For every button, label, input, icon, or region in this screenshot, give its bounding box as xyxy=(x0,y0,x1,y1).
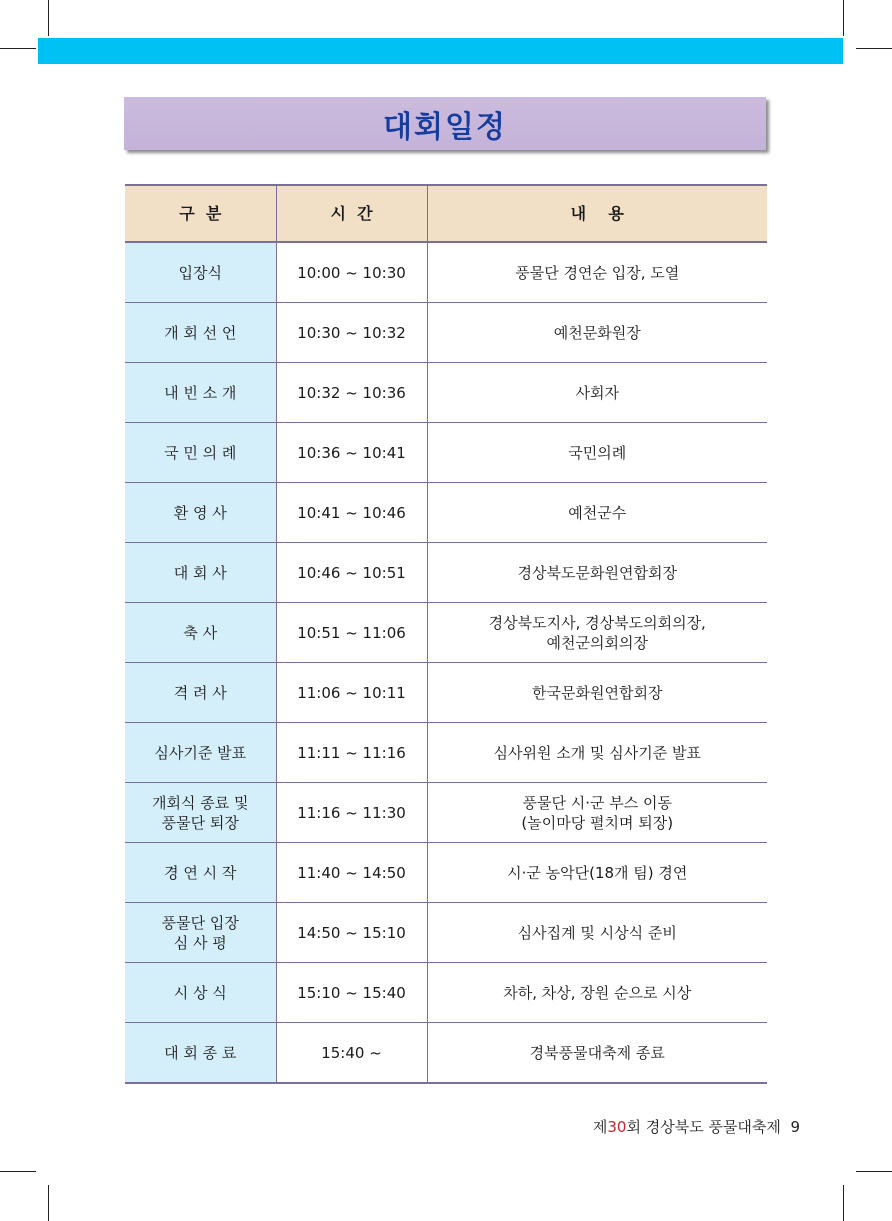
crop-mark xyxy=(856,1171,892,1172)
schedule-body xyxy=(125,242,767,1083)
table-row xyxy=(125,963,767,1023)
row-time: 15:40 ~ xyxy=(276,1023,427,1084)
table-row xyxy=(125,783,767,843)
header-content: 내 용 xyxy=(427,185,767,242)
row-category: 입장식 xyxy=(125,242,276,303)
footer-edition-number: 30 xyxy=(607,1118,627,1136)
table-row xyxy=(125,903,767,963)
row-category: 내 빈 소 개 xyxy=(125,363,276,423)
row-category: 대 회 종 료 xyxy=(125,1023,276,1084)
row-time: 10:30 ~ 10:32 xyxy=(276,303,427,363)
row-content: 예천군수 xyxy=(427,483,767,543)
crop-mark xyxy=(48,1185,49,1221)
row-content: 풍물단 경연순 입장, 도열 xyxy=(427,242,767,303)
row-category: 시 상 식 xyxy=(125,963,276,1023)
row-content: 경상북도문화원연합회장 xyxy=(427,543,767,603)
row-category: 경 연 시 작 xyxy=(125,843,276,903)
row-time: 10:46 ~ 10:51 xyxy=(276,543,427,603)
table-row xyxy=(125,723,767,783)
footer-prefix: 제 xyxy=(592,1118,608,1136)
title-banner xyxy=(124,97,766,150)
row-content: 차하, 차상, 장원 순으로 시상 xyxy=(427,963,767,1023)
row-content: 경북풍물대축제 종료 xyxy=(427,1023,767,1084)
row-content: 사회자 xyxy=(427,363,767,423)
table-row xyxy=(125,363,767,423)
table-row xyxy=(125,843,767,903)
row-category: 개 회 선 언 xyxy=(125,303,276,363)
row-content: 국민의례 xyxy=(427,423,767,483)
page-footer xyxy=(560,1116,800,1137)
row-content: 한국문화원연합회장 xyxy=(427,663,767,723)
crop-mark xyxy=(843,0,844,36)
row-time: 10:36 ~ 10:41 xyxy=(276,423,427,483)
table-row xyxy=(125,1023,767,1084)
page-number: 9 xyxy=(790,1118,800,1136)
header-time: 시 간 xyxy=(276,185,427,242)
row-time: 11:40 ~ 14:50 xyxy=(276,843,427,903)
row-category: 대 회 사 xyxy=(125,543,276,603)
crop-mark xyxy=(843,1185,844,1221)
table-row xyxy=(125,483,767,543)
crop-mark xyxy=(0,48,36,49)
row-time: 10:00 ~ 10:30 xyxy=(276,242,427,303)
row-time: 10:41 ~ 10:46 xyxy=(276,483,427,543)
row-category: 환 영 사 xyxy=(125,483,276,543)
table-row xyxy=(125,242,767,303)
row-time: 10:32 ~ 10:36 xyxy=(276,363,427,423)
row-content: 심사위원 소개 및 심사기준 발표 xyxy=(427,723,767,783)
row-time: 14:50 ~ 15:10 xyxy=(276,903,427,963)
row-category: 개회식 종료 및 풍물단 퇴장 xyxy=(125,783,276,843)
table-row xyxy=(125,423,767,483)
row-category: 축 사 xyxy=(125,603,276,663)
footer-event-name: 회 경상북도 풍물대축제 xyxy=(626,1118,781,1136)
row-time: 15:10 ~ 15:40 xyxy=(276,963,427,1023)
row-content: 심사집계 및 시상식 준비 xyxy=(427,903,767,963)
row-time: 10:51 ~ 11:06 xyxy=(276,603,427,663)
table-header-row xyxy=(125,185,767,242)
row-content: 예천문화원장 xyxy=(427,303,767,363)
row-time: 11:06 ~ 10:11 xyxy=(276,663,427,723)
crop-mark xyxy=(0,1171,36,1172)
row-time: 11:11 ~ 11:16 xyxy=(276,723,427,783)
row-category: 국 민 의 례 xyxy=(125,423,276,483)
table-row xyxy=(125,303,767,363)
table-row xyxy=(125,663,767,723)
table-row xyxy=(125,543,767,603)
row-category: 풍물단 입장 심 사 평 xyxy=(125,903,276,963)
top-color-band xyxy=(38,38,843,64)
row-content: 시·군 농악단(18개 팀) 경연 xyxy=(427,843,767,903)
page-title: 대회일정 xyxy=(383,109,507,145)
row-category: 심사기준 발표 xyxy=(125,723,276,783)
row-content: 풍물단 시·군 부스 이동 (놀이마당 펼치며 퇴장) xyxy=(427,783,767,843)
row-category: 격 려 사 xyxy=(125,663,276,723)
row-content: 경상북도지사, 경상북도의회의장, 예천군의회의장 xyxy=(427,603,767,663)
table-row xyxy=(125,603,767,663)
row-time: 11:16 ~ 11:30 xyxy=(276,783,427,843)
schedule-table xyxy=(125,184,767,1084)
crop-mark xyxy=(48,0,49,36)
crop-mark xyxy=(856,48,892,49)
header-category: 구 분 xyxy=(125,185,276,242)
